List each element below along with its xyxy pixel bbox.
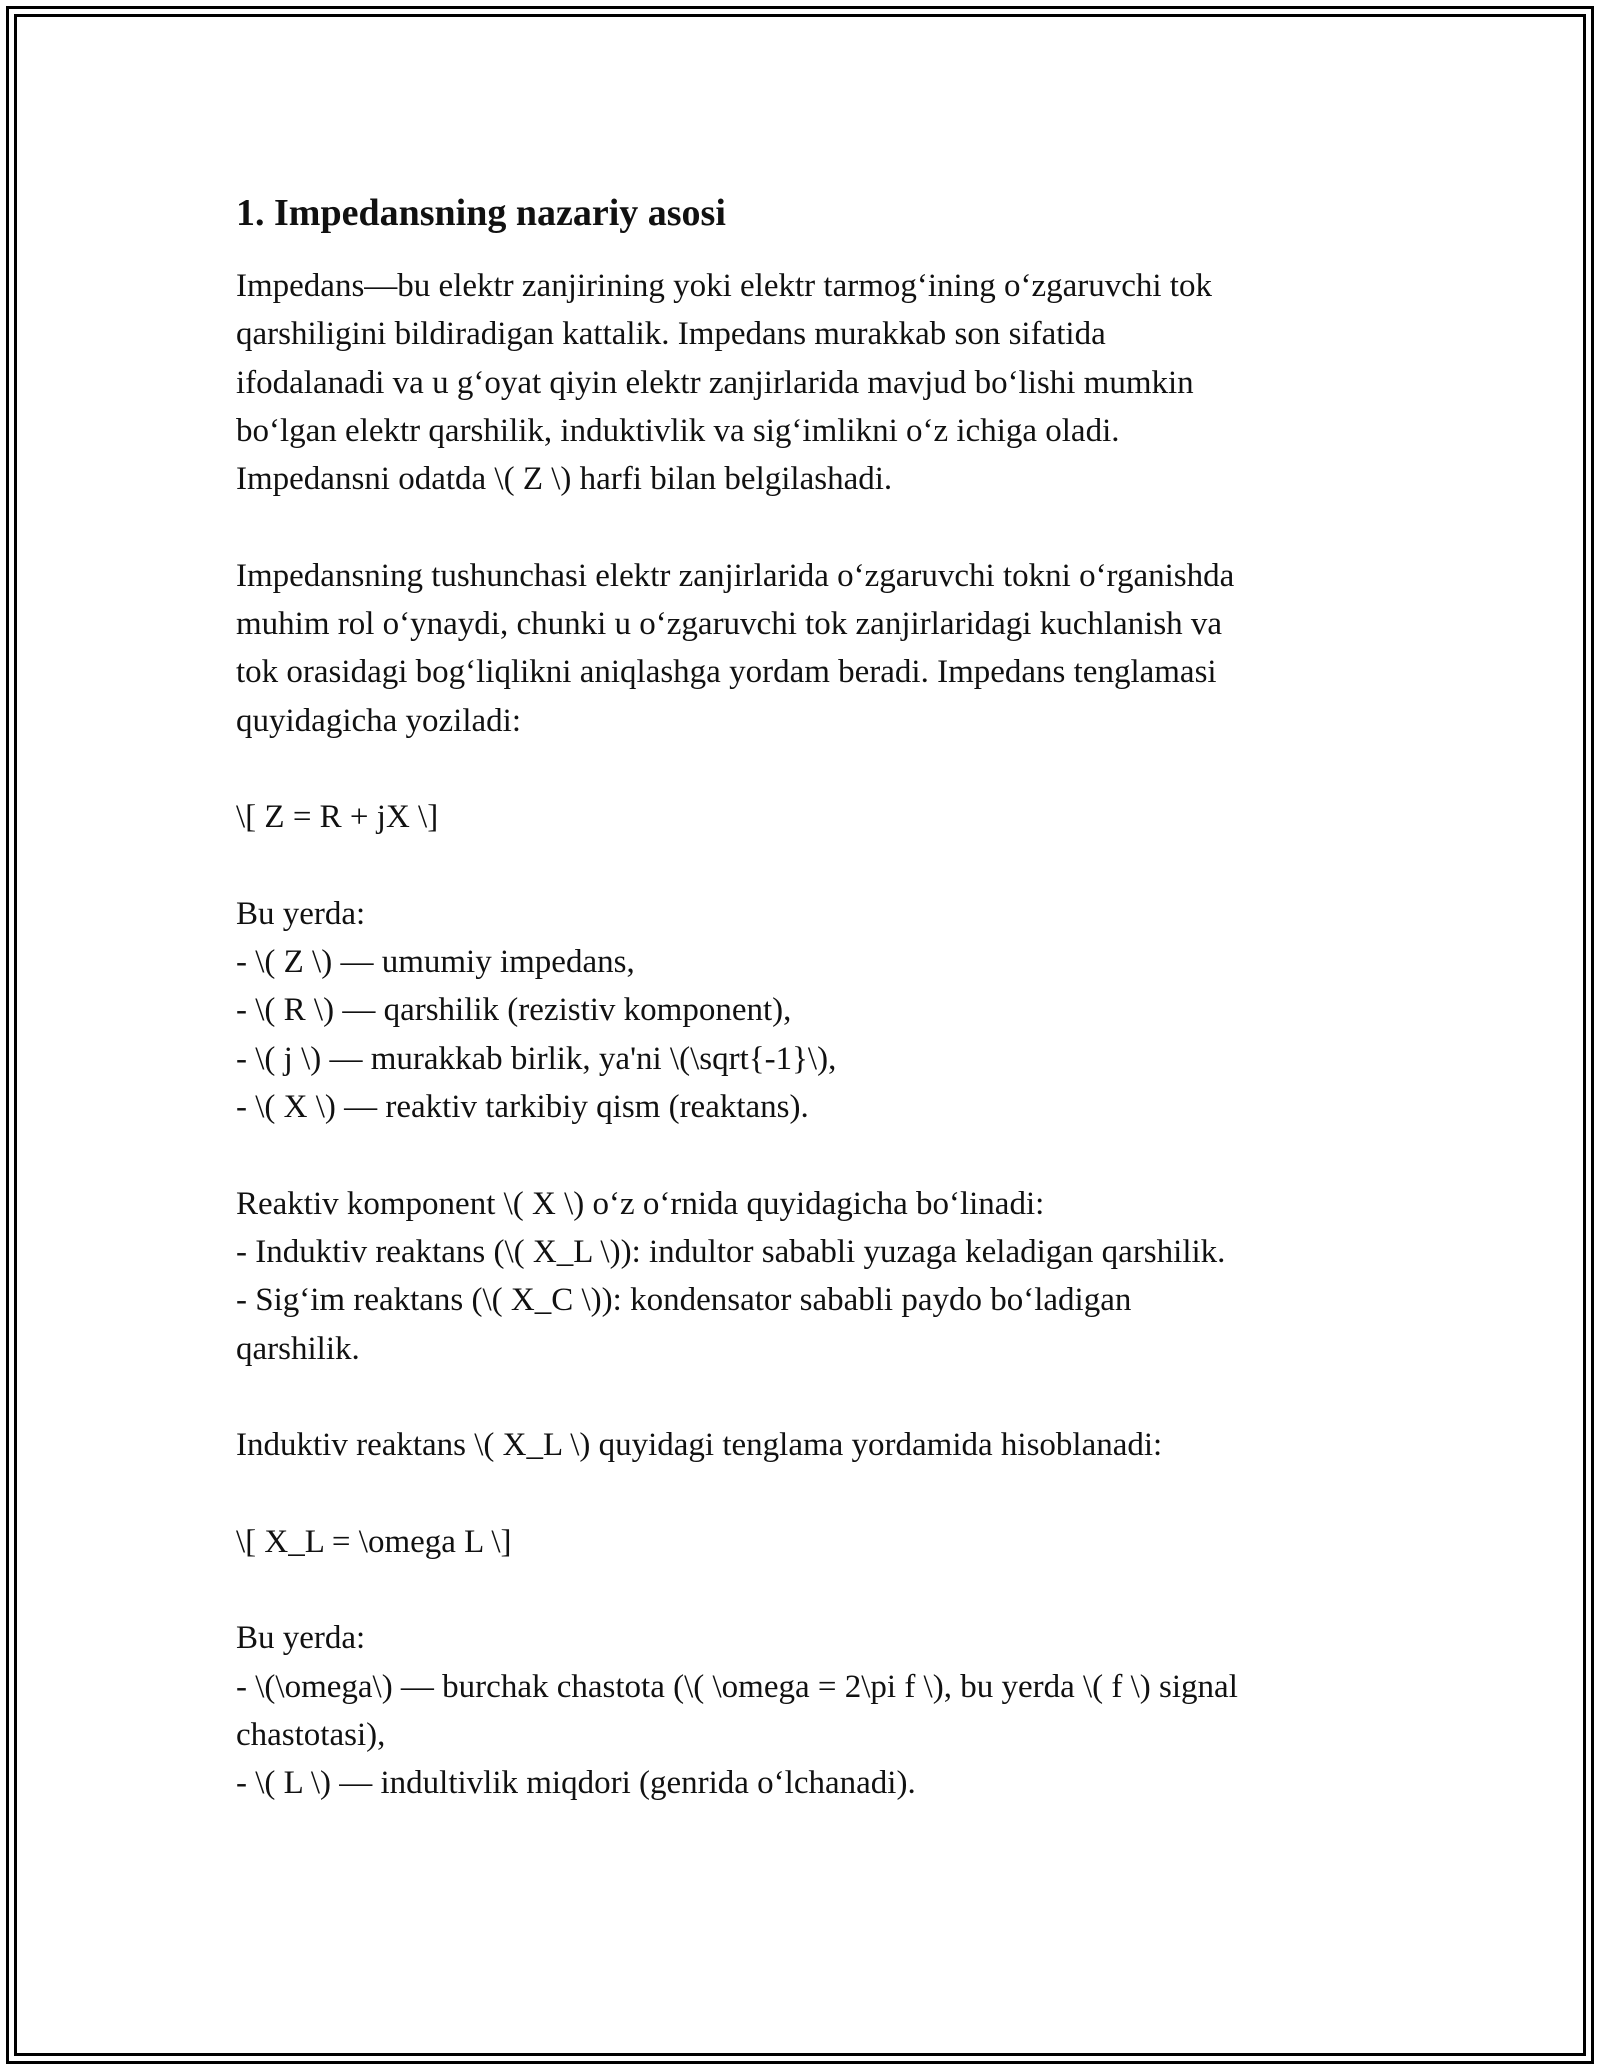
paragraph-spacer	[236, 842, 1366, 890]
list-item-continuation: qarshilik.	[236, 1330, 360, 1367]
text-line: Impedansni odatda \( Z \) harfi bilan belgilashadi.	[236, 461, 893, 498]
equation-text: \[ Z = R + jX \]	[236, 799, 439, 836]
list-item-continuation: chastotasi),	[236, 1716, 386, 1753]
list-intro: Reaktiv komponent \( X \) o‘z o‘rnida quyidagicha bo‘linadi:	[236, 1185, 1045, 1222]
text-line: Impedansning tushunchasi elektr zanjirlarida o‘zgaruvchi tokni o‘rganishda	[236, 557, 1235, 594]
list-item: - \(\omega\) — burchak chastota (\( \omega = 2\pi f \), bu yerda \( f \) signal	[236, 1668, 1238, 1705]
document-body	[236, 182, 1366, 1808]
list-item: - \( Z \) — umumiy impedans,	[236, 944, 635, 981]
text-line: Impedans—bu elektr zanjirining yoki elektr tarmog‘ining o‘zgaruvchi tok	[236, 268, 1212, 304]
text-line: quyidagicha yoziladi:	[236, 702, 521, 739]
paragraph-spacer	[236, 745, 1366, 793]
section-heading: 1. Impedansning nazariy asosi	[236, 192, 726, 234]
equation-text: \[ X_L = \omega L \]	[236, 1523, 512, 1560]
paragraph-spacer	[236, 1566, 1366, 1614]
text-line: Induktiv reaktans \( X_L \) quyidagi tenglama yordamida hisoblanadi:	[236, 1427, 1163, 1464]
list-intro: Bu yerda:	[236, 1620, 366, 1657]
list-item: - Sig‘im reaktans (\( X_C \)): kondensator sababli paydo bo‘ladigan	[236, 1282, 1132, 1319]
text-line: bo‘lgan elektr qarshilik, induktivlik va sig‘imlikni o‘z ichiga oladi.	[236, 412, 1120, 449]
list-item: - \( R \) — qarshilik (rezistiv komponent),	[236, 992, 792, 1029]
paragraph-spacer	[236, 1469, 1366, 1517]
list-item: - \( X \) — reaktiv tarkibiy qism (reaktans).	[236, 1089, 809, 1126]
text-line: qarshiligini bildiradigan kattalik. Impedans murakkab son sifatida	[236, 316, 1106, 353]
paragraph-spacer	[236, 1131, 1366, 1179]
reactive-component-section	[236, 1180, 1366, 1373]
text-line: muhim rol o‘ynaydi, chunki u o‘zgaruvchi tok zanjirlaridagi kuchlanish va	[236, 606, 1223, 643]
paragraph-inductive-reactance	[236, 1421, 1366, 1469]
paragraph-spacer	[236, 503, 1366, 551]
paragraph-impedance-concept	[236, 552, 1366, 745]
list-item: - \( L \) — indultivlik miqdori (genrida o‘lchanadi).	[236, 1765, 916, 1802]
list-item: - Induktiv reaktans (\( X_L \)): indultor sababli yuzaga keladigan qarshilik.	[236, 1233, 1226, 1270]
list-item: - \( j \) — murakkab birlik, ya'ni \(\sqrt{-1}\),	[236, 1040, 837, 1077]
equation-impedance	[236, 793, 1366, 841]
definitions-list-reactance	[236, 1614, 1366, 1807]
definitions-list-impedance	[236, 890, 1366, 1131]
paragraph-impedance-definition	[236, 262, 1366, 503]
paragraph-spacer	[236, 1373, 1366, 1421]
list-intro: Bu yerda:	[236, 895, 366, 932]
text-line: ifodalanadi va u g‘oyat qiyin elektr zanjirlarida mavjud bo‘lishi mumkin	[236, 364, 1194, 401]
equation-inductive-reactance	[236, 1518, 1366, 1566]
text-line: tok orasidagi bog‘liqlikni aniqlashga yordam beradi. Impedans tenglamasi	[236, 654, 1217, 691]
